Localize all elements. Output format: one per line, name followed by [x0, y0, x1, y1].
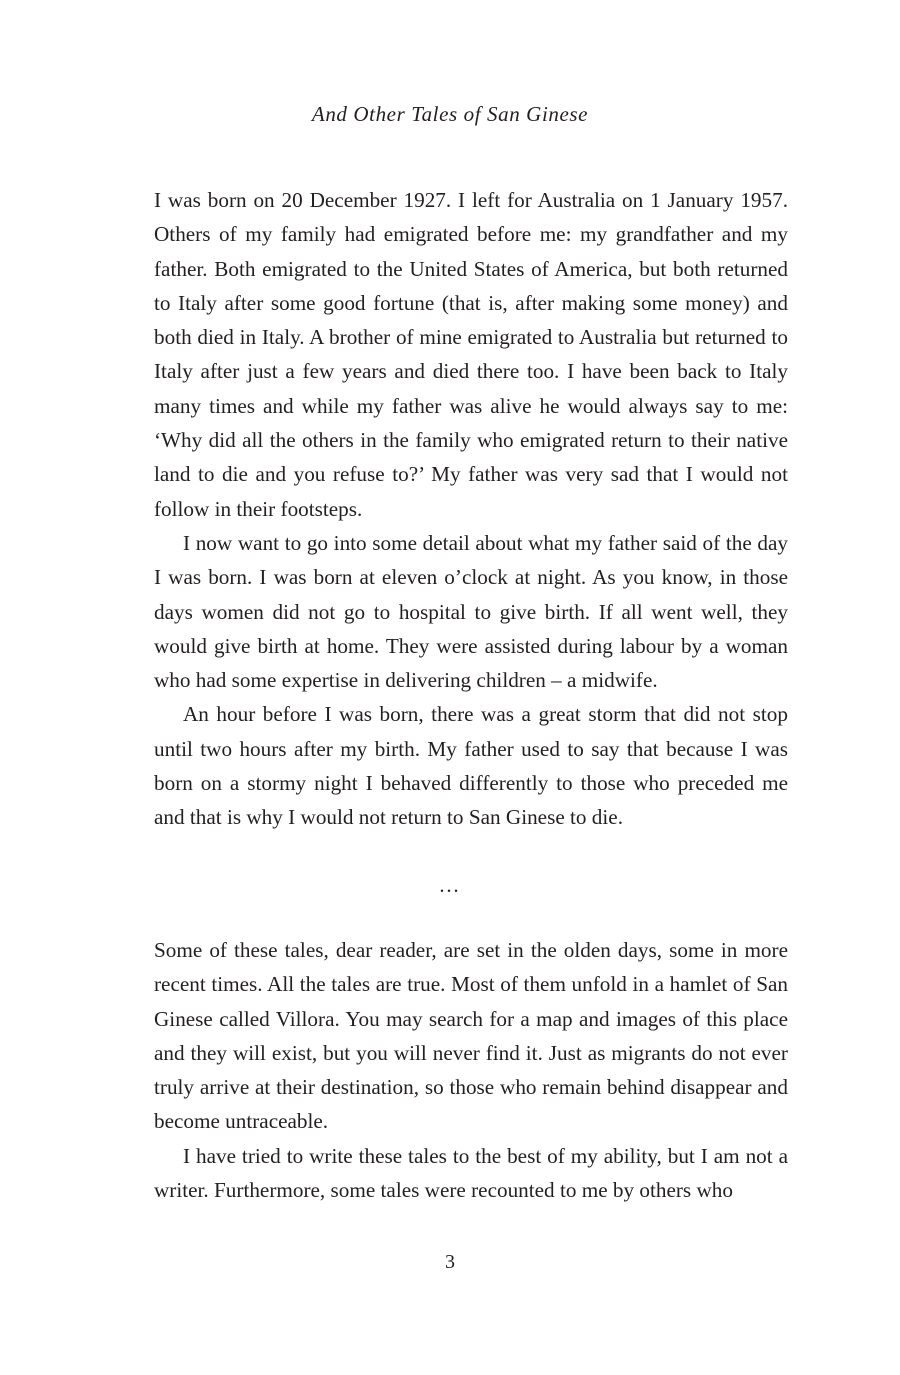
- paragraph: I now want to go into some detail about what my father said of the day I was born. I was born at eleven o’clock at night. As you know, in those days women did not go to hospital to give birth. If all went well, they would give birth at home. They were assisted during labour by a woman who had some expertise in delivering children – a midwife.: [154, 530, 788, 693]
- paragraph: I was born on 20 December 1927. I left for Australia on 1 January 1957. Others of my family had emigrated before me: my grandfather and my father. Both emigrated to the United States of America, but both returned to Italy after some good fortune (that is, after making some money) and both died in Italy. A brother of mine emigrated to Australia but returned to Italy after just a few years and died there too. I have been back to Italy many times and while my father was alive he would always say to me: ‘Why did all the others in the family who emigrated return to their native land to die and you refuse to?’ My father was very sad that I would not follow in their footsteps.: [154, 188, 788, 521]
- paragraph: An hour before I was born, there was a great storm that did not stop until two hours after my birth. My father used to say that because I was born on a stormy night I behaved differently to those who preceded me and that is why I would not return to San Ginese to die.: [154, 702, 788, 830]
- section-one: [154, 183, 788, 835]
- page-number: 3: [445, 1251, 455, 1273]
- section-separator: …: [438, 873, 462, 897]
- paragraph: I have tried to write these tales to the best of my ability, but I am not a writer. Furthermore, some tales were recounted to me by others who: [154, 1143, 788, 1203]
- section-two: [154, 933, 788, 1207]
- paragraph: Some of these tales, dear reader, are set in the olden days, some in more recent times. All the tales are true. Most of them unfold in a hamlet of San Ginese called Villora. You may search for a map and images of this place and they will exist, but you will never find it. Just as migrants do not ever truly arrive at their destination, so those who remain behind disappear and become untraceable.: [154, 938, 788, 1134]
- running-head: And Other Tales of San Ginese: [311, 102, 589, 126]
